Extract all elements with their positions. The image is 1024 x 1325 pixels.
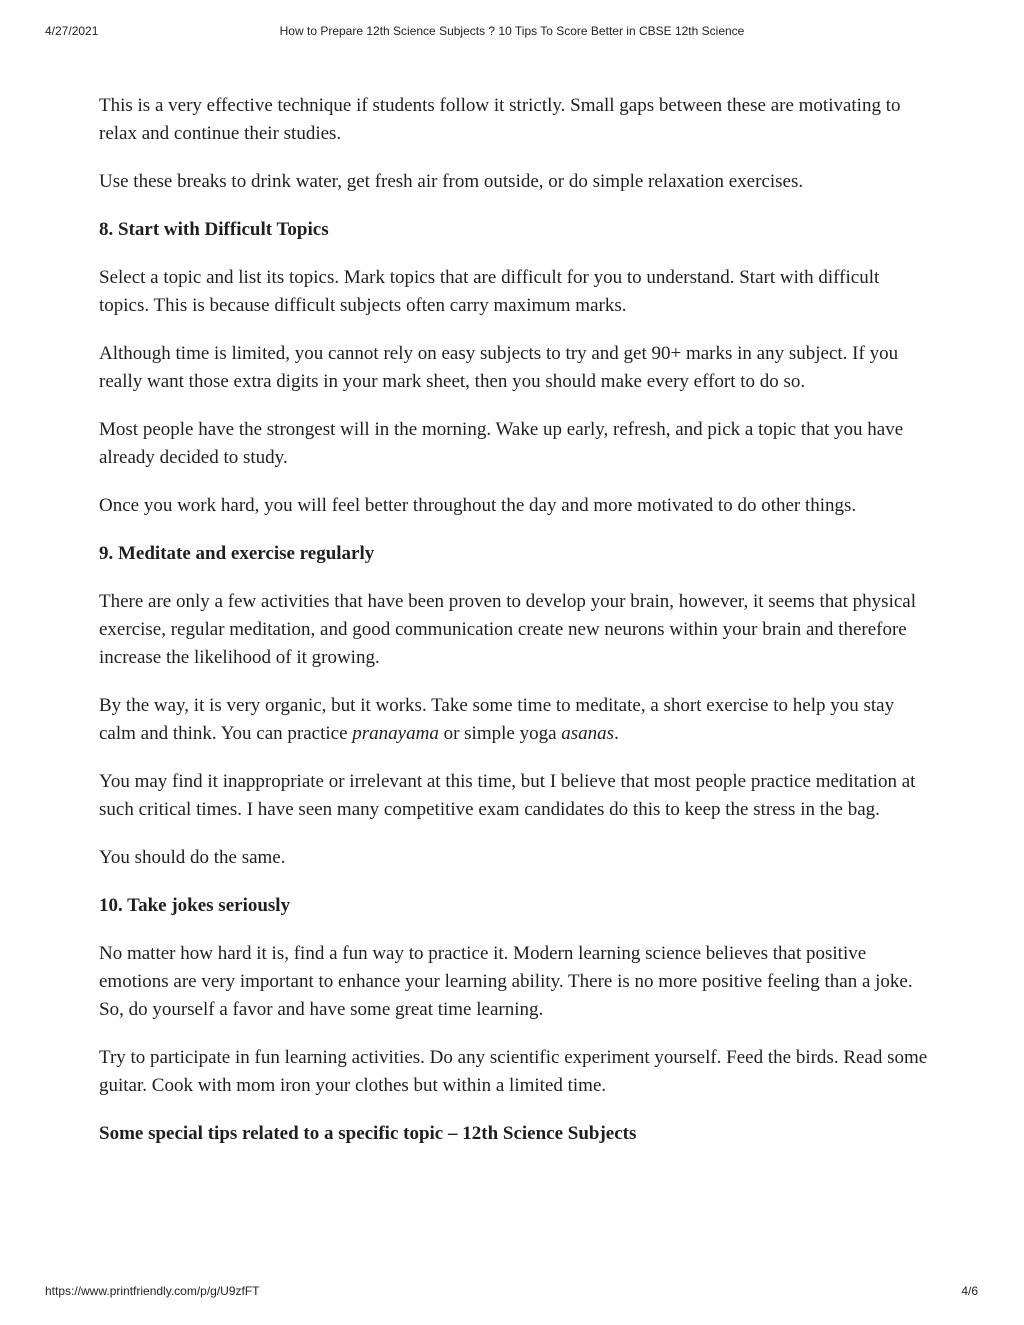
paragraph: You may find it inappropriate or irrelevant at this time, but I believe that most people practice meditation at such critical times. I have seen many competitive exam candidates do this to keep the stress in the bag.	[99, 771, 916, 820]
print-footer	[0, 1284, 1024, 1302]
paragraph: Select a topic and list its topics. Mark topics that are difficult for you to understand. Start with difficult topics. This is because difficult subjects often carry maximum marks.	[99, 267, 880, 316]
paragraph: You should do the same.	[99, 847, 286, 868]
section-heading-10: 10. Take jokes seriously	[99, 895, 291, 916]
paragraph: This is a very effective technique if students follow it strictly. Small gaps between these are motivating to relax and continue their studies.	[99, 95, 901, 144]
document-title: How to Prepare 12th Science Subjects ? 10 Tips To Score Better in CBSE 12th Science	[279, 24, 745, 38]
paragraph: No matter how hard it is, find a fun way to practice it. Modern learning science believes that positive emotions are very important to enhance your learning ability. There is no more positive feeling than a joke. So, do yourself a favor and have some great time learning.	[99, 943, 913, 1020]
paragraph: Although time is limited, you cannot rely on easy subjects to try and get 90+ marks in any subject. If you really want those extra digits in your mark sheet, then you should make every effort to do so.	[99, 343, 899, 392]
paragraph: Once you work hard, you will feel better throughout the day and more motivated to do other things.	[99, 495, 857, 516]
page-number: 4/6	[961, 1284, 978, 1298]
paragraph: Most people have the strongest will in the morning. Wake up early, refresh, and pick a topic that you have already decided to study.	[99, 419, 904, 468]
paragraph: Try to participate in fun learning activities. Do any scientific experiment yourself. Feed the birds. Read some guitar. Cook with mom iron your clothes but within a limited time.	[99, 1047, 928, 1096]
text-run: or simple yoga	[438, 723, 562, 744]
section-heading-8: 8. Start with Difficult Topics	[99, 219, 329, 240]
paragraph: There are only a few activities that have been proven to develop your brain, however, it seems that physical exercise, regular meditation, and good communication create new neurons within your brain and therefore increase the likelihood of it growing.	[99, 591, 916, 668]
print-date: 4/27/2021	[45, 24, 99, 38]
page-url: https://www.printfriendly.com/p/g/U9zfFT	[45, 1284, 260, 1298]
emphasis-pranayama: pranayama	[352, 723, 439, 744]
emphasis-asanas: asanas	[561, 723, 615, 744]
print-header	[0, 24, 1024, 42]
paragraph	[99, 692, 929, 748]
paragraph: Use these breaks to drink water, get fresh air from outside, or do simple relaxation exercises.	[99, 171, 804, 192]
text-run: By the way, it is very organic, but it works. Take some time to meditate, a short exercise to help you stay calm and think. You can practice	[99, 695, 895, 744]
section-heading-9: 9. Meditate and exercise regularly	[99, 543, 375, 564]
section-heading-special-tips: Some special tips related to a specific topic – 12th Science Subjects	[99, 1123, 637, 1144]
article-body	[99, 92, 929, 1168]
text-run: .	[614, 723, 619, 744]
